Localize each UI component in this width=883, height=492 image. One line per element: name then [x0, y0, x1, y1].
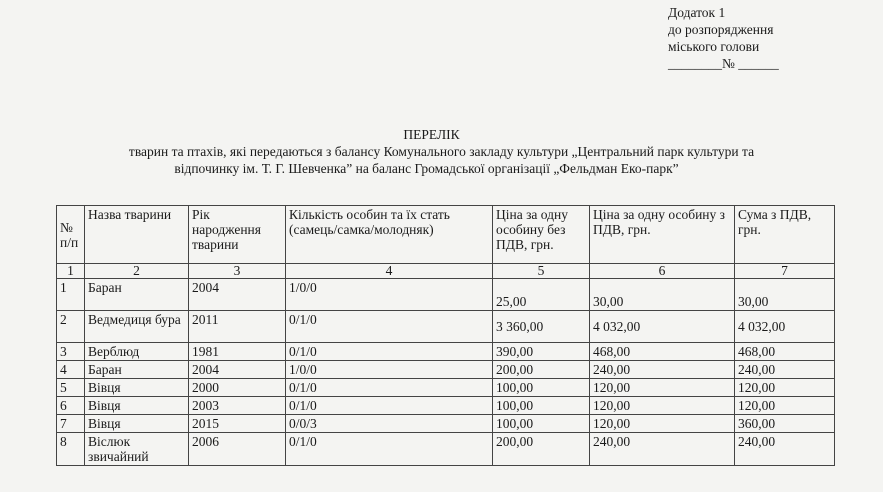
- appendix-title: Додаток 1: [668, 5, 726, 20]
- column-number: 3: [189, 264, 286, 279]
- table-row: [57, 379, 835, 397]
- column-number: 2: [85, 264, 189, 279]
- animal-name: Ведмедиця бура: [85, 311, 189, 343]
- total-with-vat: 468,00: [735, 343, 835, 361]
- appendix-subtitle: до розпорядження: [668, 22, 774, 37]
- row-number: 2: [57, 311, 85, 343]
- price-no-vat: 100,00: [493, 397, 590, 415]
- price-no-vat: 25,00: [493, 279, 590, 311]
- table-row: [57, 433, 835, 466]
- header-cell: Рік народження тварини: [189, 206, 286, 264]
- animal-name: Баран: [85, 279, 189, 311]
- price-with-vat: 240,00: [590, 433, 735, 466]
- price-with-vat: 120,00: [590, 379, 735, 397]
- table-row: [57, 361, 835, 379]
- birth-year: 2004: [189, 361, 286, 379]
- price-no-vat: 200,00: [493, 433, 590, 466]
- column-number: 4: [286, 264, 493, 279]
- appendix-block: [668, 4, 779, 72]
- row-number: 4: [57, 361, 85, 379]
- row-number: 7: [57, 415, 85, 433]
- header-cell: № п/п: [57, 206, 85, 264]
- animals-table: [56, 205, 835, 466]
- total-with-vat: 240,00: [735, 361, 835, 379]
- price-no-vat: 3 360,00: [493, 311, 590, 343]
- table-header-row: [57, 206, 835, 264]
- birth-year: 2011: [189, 311, 286, 343]
- title-line-1: тварин та птахів, які передаються з балансу Комунального закладу культури „Центральний парк культури та: [128, 144, 755, 159]
- total-with-vat: 360,00: [735, 415, 835, 433]
- table-row: [57, 397, 835, 415]
- appendix-number-line: ________№ ______: [668, 56, 779, 71]
- sex-count: 0/1/0: [286, 433, 493, 466]
- price-with-vat: 120,00: [590, 415, 735, 433]
- document-title: [0, 126, 883, 177]
- title-heading: ПЕРЕЛІК: [403, 127, 460, 142]
- birth-year: 1981: [189, 343, 286, 361]
- animal-name: Вівця: [85, 415, 189, 433]
- sex-count: 0/1/0: [286, 397, 493, 415]
- price-no-vat: 100,00: [493, 379, 590, 397]
- total-with-vat: 30,00: [735, 279, 835, 311]
- price-no-vat: 390,00: [493, 343, 590, 361]
- sex-count: 0/1/0: [286, 343, 493, 361]
- row-number: 1: [57, 279, 85, 311]
- total-with-vat: 4 032,00: [735, 311, 835, 343]
- table-row: [57, 311, 835, 343]
- header-cell: Сума з ПДВ, грн.: [735, 206, 835, 264]
- birth-year: 2004: [189, 279, 286, 311]
- column-number-row: [57, 264, 835, 279]
- column-number: 5: [493, 264, 590, 279]
- birth-year: 2003: [189, 397, 286, 415]
- total-with-vat: 240,00: [735, 433, 835, 466]
- price-no-vat: 100,00: [493, 415, 590, 433]
- animal-name: Баран: [85, 361, 189, 379]
- header-cell: Кількість особин та їх стать (самець/самка/молодняк): [286, 206, 493, 264]
- birth-year: 2006: [189, 433, 286, 466]
- price-no-vat: 200,00: [493, 361, 590, 379]
- row-number: 8: [57, 433, 85, 466]
- birth-year: 2000: [189, 379, 286, 397]
- sex-count: 1/0/0: [286, 361, 493, 379]
- column-number: 7: [735, 264, 835, 279]
- row-number: 6: [57, 397, 85, 415]
- total-with-vat: 120,00: [735, 379, 835, 397]
- table-row: [57, 415, 835, 433]
- sex-count: 0/1/0: [286, 311, 493, 343]
- price-with-vat: 4 032,00: [590, 311, 735, 343]
- price-with-vat: 468,00: [590, 343, 735, 361]
- table-row: [57, 279, 835, 311]
- header-cell: Ціна за одну особину без ПДВ, грн.: [493, 206, 590, 264]
- sex-count: 1/0/0: [286, 279, 493, 311]
- animal-name: Верблюд: [85, 343, 189, 361]
- total-with-vat: 120,00: [735, 397, 835, 415]
- birth-year: 2015: [189, 415, 286, 433]
- column-number: 6: [590, 264, 735, 279]
- price-with-vat: 240,00: [590, 361, 735, 379]
- table-row: [57, 343, 835, 361]
- header-cell: Ціна за одну особину з ПДВ, грн.: [590, 206, 735, 264]
- price-with-vat: 30,00: [590, 279, 735, 311]
- column-number: 1: [57, 264, 85, 279]
- price-with-vat: 120,00: [590, 397, 735, 415]
- row-number: 5: [57, 379, 85, 397]
- row-number: 3: [57, 343, 85, 361]
- animal-name: Вівця: [85, 397, 189, 415]
- header-cell: Назва тварини: [85, 206, 189, 264]
- title-line-2: відпочинку ім. Т. Г. Шевченка” на баланс Громадської організації „Фельдман Еко-парк”: [174, 161, 679, 176]
- animal-name: Віслюк звичайний: [85, 433, 189, 466]
- sex-count: 0/1/0: [286, 379, 493, 397]
- appendix-authority: міського голови: [668, 39, 760, 54]
- animal-name: Вівця: [85, 379, 189, 397]
- sex-count: 0/0/3: [286, 415, 493, 433]
